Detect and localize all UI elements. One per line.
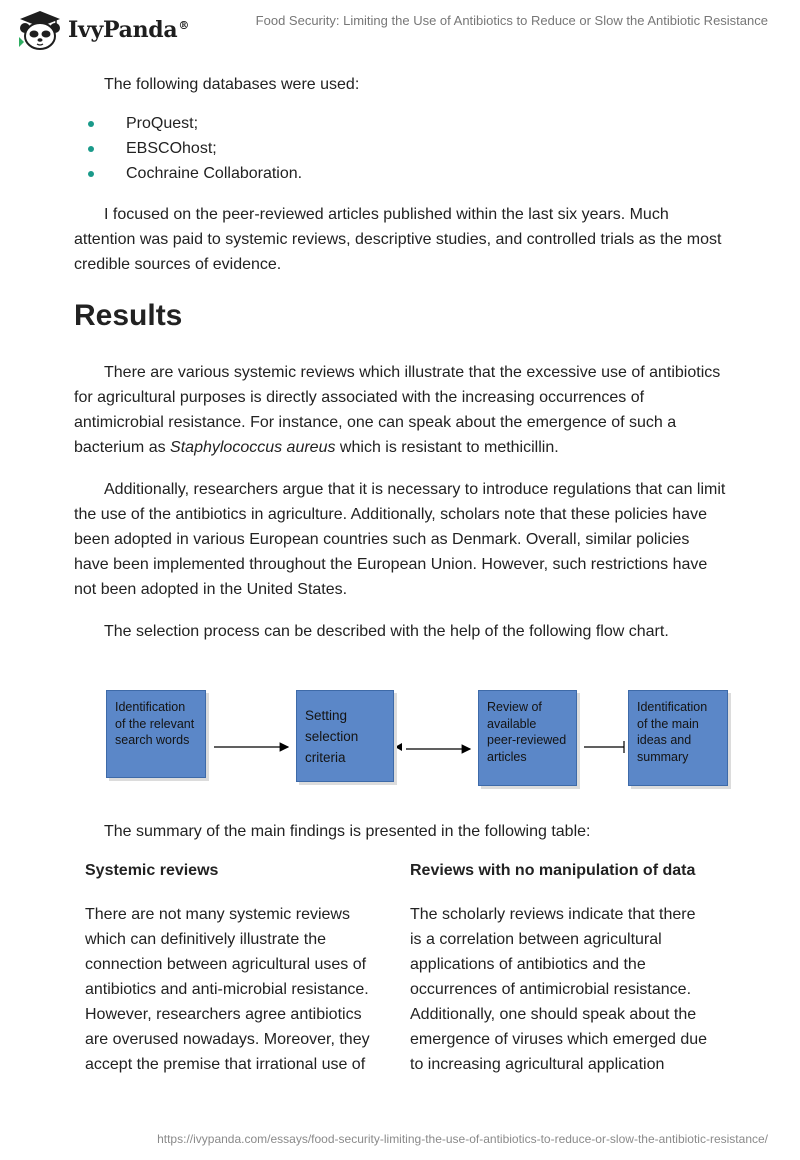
summary-intro-block (74, 819, 726, 844)
table-header-no-manipulation: Reviews with no manipulation of data (410, 862, 696, 879)
bullet-icon (88, 121, 94, 127)
panda-graduate-icon (16, 9, 64, 51)
brand-name: IvyPanda® (68, 17, 190, 43)
table-cell-systemic: There are not many systemic reviews which can definitively illustrate the connection between agricultural uses of antibiotics and anti-microbial resistance. However, researchers agree antibiotics are overused nowadays. Moreover, they accept the premise that irrational use of (85, 906, 370, 1073)
list-item: Cochraine Collaboration. (74, 161, 726, 186)
results-paragraph-2: Additionally, researchers argue that it is necessary to introduce regulations that can limit the use of the antibiotics in agriculture. Additionally, scholars note that these policies have been adopted in various European countries such as Denmark. Overall, similar policies have been implemented throughout the European Union. However, such restrictions have not been adopted in the United States. (74, 481, 726, 598)
ivypanda-logo[interactable] (16, 9, 189, 51)
flow-step-4: Identification of the main ideas and summary (628, 690, 728, 786)
summary-intro: The summary of the main findings is presented in the following table: (104, 823, 591, 840)
registered-mark: ® (178, 18, 190, 32)
flowchart-intro: The selection process can be described with the help of the following flow chart. (104, 623, 669, 640)
document-title: Food Security: Limiting the Use of Antibiotics to Reduce or Slow the Antibiotic Resistance (255, 13, 768, 28)
list-item: ProQuest; (74, 111, 726, 136)
results-paragraph-1: There are various systemic reviews which illustrate that the excessive use of antibiotics for agricultural purposes is directly associated with the increasing occurrences of antimicrobial resistance. For instance, one can speak about the emergence of such a bacterium as Staphylococcus aureus which is resistant to methicillin. (74, 364, 721, 456)
table-column-no-manipulation (410, 860, 710, 1077)
flow-step-3: Review of available peer-reviewed articles (478, 690, 577, 786)
table-header-systemic: Systemic reviews (85, 862, 219, 879)
list-item: EBSCOhost; (74, 136, 726, 161)
bullet-icon (88, 146, 94, 152)
table-cell-no-manipulation: The scholarly reviews indicate that there is a correlation between agricultural applications of antibiotics and the occurrences of antimicrobial resistance. Additionally, one should speak about the emergence of viruses which emerged due to increasing agricultural application (410, 906, 708, 1073)
source-url[interactable]: https://ivypanda.com/essays/food-security-limiting-the-use-of-antibiotics-to-reduce-or-slow-the-antibiotic-resistance/ (157, 1132, 768, 1146)
article-body (74, 72, 726, 644)
database-list (74, 111, 726, 186)
bullet-icon (88, 171, 94, 177)
selection-flowchart (102, 686, 736, 794)
databases-intro: The following databases were used: (104, 76, 360, 93)
table-column-systemic (85, 860, 385, 1077)
page-header (0, 0, 800, 60)
focus-paragraph: I focused on the peer-reviewed articles published within the last six years. Much attention was paid to systemic reviews, descriptive studies, and controlled trials as the most credible sources of evidence. (74, 206, 722, 273)
flow-step-2: Setting selection criteria (296, 690, 394, 782)
bacterium-name: Staphylococcus aureus (170, 439, 336, 456)
flow-arrow-2-start (395, 743, 402, 751)
flow-step-1: Identification of the relevant search words (106, 690, 206, 778)
results-heading: Results (74, 299, 183, 332)
